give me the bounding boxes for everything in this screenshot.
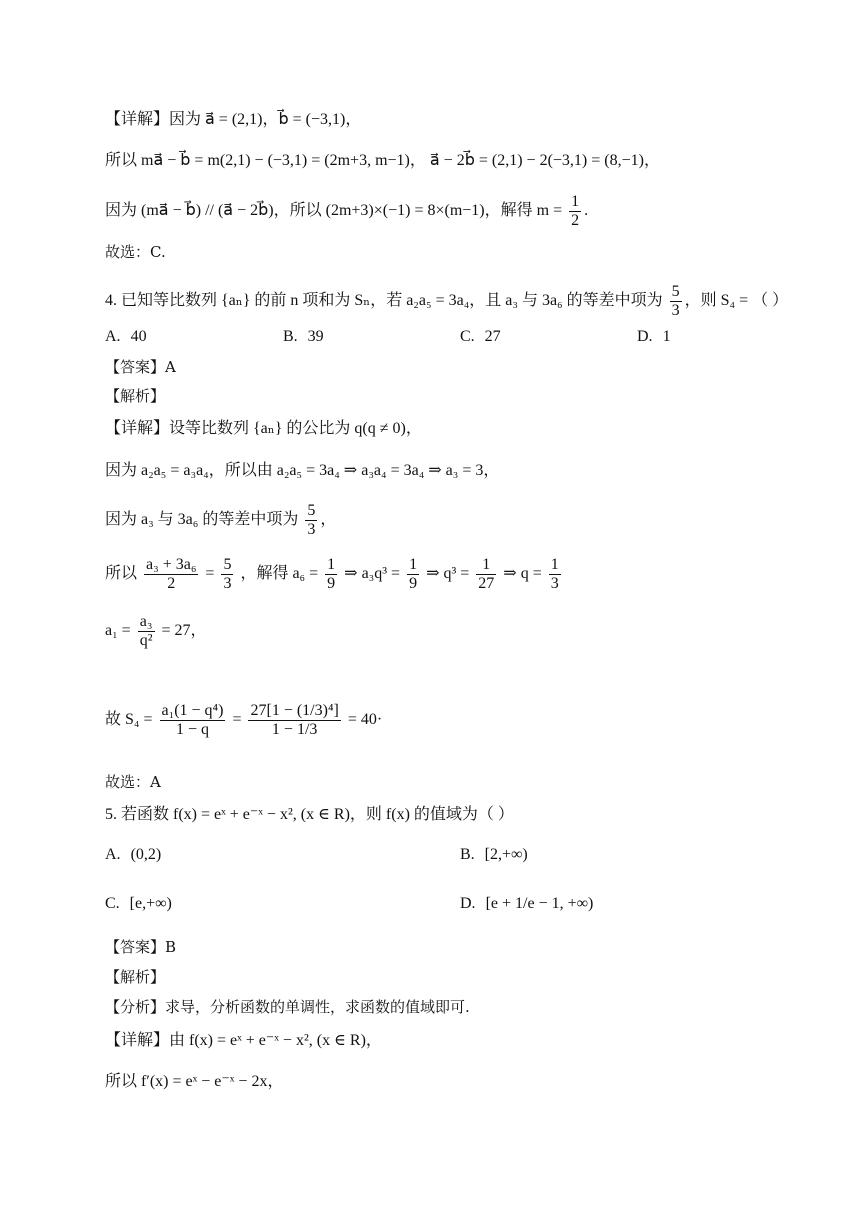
q5-stem: 5. 若函数 f(x) = eˣ + e⁻ˣ − x², (x ∈ R)，则 f(x) 的值域为（ ）	[105, 806, 514, 823]
q4-step4-den: q²	[139, 632, 153, 649]
q4-answer: 【答案】A	[105, 358, 176, 376]
q4-step5-frac2	[248, 702, 340, 739]
q4-step2-text: 因为 a₃ 与 3a₆ 的等差中项为	[105, 511, 299, 529]
q4-step3-frac1	[144, 556, 198, 593]
q4-step3-frac3	[325, 556, 337, 593]
q4-step4-fraction	[138, 613, 155, 650]
q4-step5	[105, 702, 828, 739]
q4-step5-post: = 40·	[347, 711, 383, 729]
q4-option-a-key: A.	[105, 328, 121, 345]
q5-option-d	[460, 893, 593, 915]
q4-step2-num: 5	[307, 502, 316, 519]
q4-step2-end: ，	[320, 511, 337, 529]
q4-option-d	[637, 326, 671, 348]
q4-step4	[105, 613, 828, 650]
q3-step1: 所以 ma⃗ − b⃗ = m(2,1) − (−3,1) = (2m+3, m−1)， a⃗ − 2b⃗ = (2,1) − 2(−3,1) = (8,−1)，	[105, 152, 660, 169]
q3-step2-den: 2	[571, 212, 580, 229]
q4-step4-num: a₃	[138, 613, 155, 632]
q4-option-b-text: 39	[307, 328, 324, 345]
q4-step5-frac1	[160, 702, 226, 739]
q3-step2	[105, 193, 828, 230]
q4-step3-frac4-num: 1	[409, 556, 418, 573]
q5-option-b-text: [2,+∞)	[484, 846, 528, 863]
q4-step5-frac2-den: 1 − 1/3	[271, 721, 318, 738]
q4-step3-mid4: ⇒ q =	[503, 565, 542, 583]
q4-step3-frac5	[476, 556, 496, 593]
q4-step5-pre: 故 S₄ =	[105, 711, 153, 729]
q3-step2-end: .	[584, 202, 589, 220]
q4-step3-pre: 所以	[105, 565, 138, 583]
q4-stem-fraction	[670, 283, 682, 320]
q4-step2	[105, 502, 828, 539]
q3-step2-num: 1	[571, 193, 580, 210]
q4-step3-frac5-den: 27	[478, 575, 495, 592]
q4-stem-den: 3	[671, 302, 680, 319]
q4-option-c-key: C.	[460, 328, 475, 345]
q5-option-c-key: C.	[105, 895, 120, 912]
q5-option-b	[460, 844, 528, 866]
q5-derivative: 所以 f′(x) = eˣ − e⁻ˣ − 2x，	[105, 1073, 284, 1090]
q3-choice: 故选：C.	[105, 243, 166, 261]
q5-option-a	[105, 844, 161, 866]
q5-detail: 【详解】由 f(x) = eˣ + e⁻ˣ − x², (x ∈ R)，	[105, 1032, 382, 1049]
q5-analysis: 【解析】	[105, 968, 166, 986]
q4-step3-frac6-num: 1	[550, 556, 559, 573]
q4-option-a-text: 40	[130, 328, 147, 345]
q4-stem	[105, 283, 828, 320]
q4-step3-mid: ，解得 a₆ =	[240, 565, 319, 583]
q4-option-c-text: 27	[484, 328, 501, 345]
q5-option-c-text: [e,+∞)	[129, 895, 172, 912]
q5-option-a-text: (0,2)	[130, 846, 162, 863]
q3-detail: 【详解】因为 a⃗ = (2,1)，b⃗ = (−3,1)，	[105, 111, 362, 128]
q4-step3-frac3-den: 9	[327, 575, 336, 592]
q4-stem-end: ，则 S₄ = （ ）	[684, 292, 789, 310]
q4-step3-frac6-den: 3	[550, 575, 559, 592]
q4-analysis: 【解析】	[105, 387, 166, 405]
q4-option-b-key: B.	[283, 328, 298, 345]
q3-step2-fraction	[569, 193, 581, 230]
q4-step3-mid3: ⇒ q³ =	[426, 565, 470, 583]
q4-step3-frac3-num: 1	[327, 556, 336, 573]
q3-step2-text: 因为 (ma⃗ − b⃗) // (a⃗ − 2b⃗)，所以 (2m+3)×(−1) = 8×(m−1)，解得 m =	[105, 202, 563, 220]
q4-step3-frac2-den: 3	[223, 575, 232, 592]
q5-option-d-key: D.	[460, 895, 476, 912]
q4-step4-post: = 27，	[161, 622, 207, 640]
q5-summary: 【分析】求导，分析函数的单调性，求函数的值域即可.	[105, 998, 470, 1016]
q4-step2-fraction	[305, 502, 317, 539]
q4-step1: 因为 a₂a₅ = a₃a₄，所以由 a₂a₅ = 3a₄ ⇒ a₃a₄ = 3a₄ ⇒ a₃ = 3，	[105, 462, 500, 479]
q4-step4-pre: a₁ =	[105, 622, 131, 640]
q4-step3-frac5-num: 1	[476, 556, 496, 575]
q4-step5-eq: =	[232, 711, 242, 729]
q4-step3-frac4-den: 9	[409, 575, 418, 592]
q4-step3-frac1-num: a₃ + 3a₆	[146, 556, 197, 573]
q4-step2-den: 3	[307, 521, 316, 538]
q5-option-c	[105, 893, 172, 915]
q4-step5-frac2-num: 27[1 − (1/3)⁴]	[250, 702, 339, 719]
q4-step3	[105, 556, 828, 593]
q4-detail: 【详解】设等比数列 {aₙ} 的公比为 q(q ≠ 0)，	[105, 420, 422, 437]
q4-option-b	[283, 326, 324, 348]
q4-step5-frac1-den: 1 − q	[175, 721, 209, 738]
q5-option-a-key: A.	[105, 846, 121, 863]
q4-option-a	[105, 326, 147, 348]
q5-option-b-key: B.	[460, 846, 475, 863]
q4-option-d-key: D.	[637, 328, 653, 345]
q4-step3-frac4	[407, 556, 419, 593]
q4-stem-num: 5	[671, 283, 680, 300]
q4-step3-frac2-num: 5	[223, 556, 232, 573]
q5-answer: 【答案】B	[105, 938, 177, 956]
q4-stem-text: 4. 已知等比数列 {aₙ} 的前 n 项和为 Sₙ，若 a₂a₅ = 3a₄，且 a₃ 与 3a₆ 的等差中项为	[105, 292, 663, 310]
q4-step5-frac1-num: a₁(1 − q⁴)	[161, 702, 224, 719]
q4-step3-frac2	[221, 556, 233, 593]
q4-option-c	[460, 326, 501, 348]
q4-step3-mid2: ⇒ a₃q³ =	[344, 565, 401, 583]
q4-step3-frac6	[549, 556, 561, 593]
q4-choice: 故选：A	[105, 773, 161, 791]
q4-step3-eq: =	[205, 565, 215, 583]
q4-step3-frac1-den: 2	[167, 575, 176, 592]
q4-option-d-text: 1	[662, 328, 671, 345]
q5-option-d-text: [e + 1/e − 1, +∞)	[485, 895, 594, 912]
